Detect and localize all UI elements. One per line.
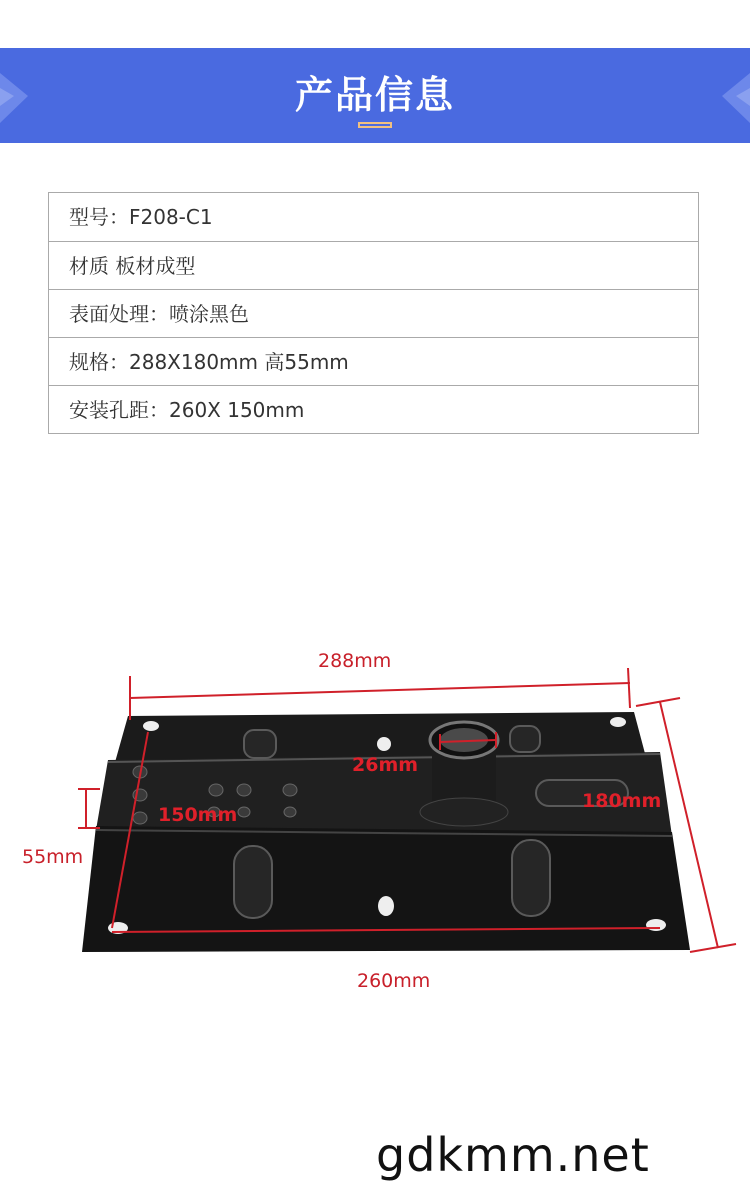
center-hole	[378, 896, 394, 916]
spec-row-size: 规格：288X180mm 高55mm	[49, 337, 698, 385]
spec-row-material: 材质 板材成型	[49, 241, 698, 289]
mount-hole	[646, 919, 666, 931]
spec-row-model: 型号：F208-C1	[69, 205, 213, 229]
side-hole	[377, 737, 391, 751]
dim-label-width: 180mm	[582, 790, 662, 812]
slot	[244, 730, 276, 758]
plate-base	[82, 826, 690, 952]
dim-label-length-bottom: 260mm	[357, 970, 431, 992]
adjust-hole	[284, 807, 296, 817]
adjust-hole	[238, 807, 250, 817]
mount-hole	[143, 721, 159, 731]
product-photo	[0, 640, 750, 1000]
spec-table	[48, 192, 699, 434]
spec-row-finish: 表面处理：喷涂黑色	[49, 289, 698, 337]
adjust-hole	[209, 784, 223, 796]
center-tube-base	[420, 798, 508, 826]
slot	[510, 726, 540, 752]
spec-row-hole-spacing: 安装孔距：260X 150mm	[49, 385, 698, 433]
mount-hole	[610, 717, 626, 727]
slot	[234, 846, 272, 918]
adjust-hole	[133, 812, 147, 824]
banner-title: 产品信息	[294, 73, 455, 117]
dim-label-hole-spacing: 150mm	[158, 804, 238, 826]
adjust-hole	[283, 784, 297, 796]
slot	[512, 840, 550, 916]
site-watermark: gdkmm.net	[376, 1128, 650, 1182]
section-banner	[0, 48, 750, 143]
dim-line-288	[130, 683, 630, 698]
dim-label-tube: 26mm	[352, 754, 419, 776]
adjust-hole	[237, 784, 251, 796]
dim-label-height: 55mm	[22, 846, 84, 868]
dim-label-length-top: 288mm	[318, 650, 392, 672]
title-underline	[358, 122, 392, 128]
